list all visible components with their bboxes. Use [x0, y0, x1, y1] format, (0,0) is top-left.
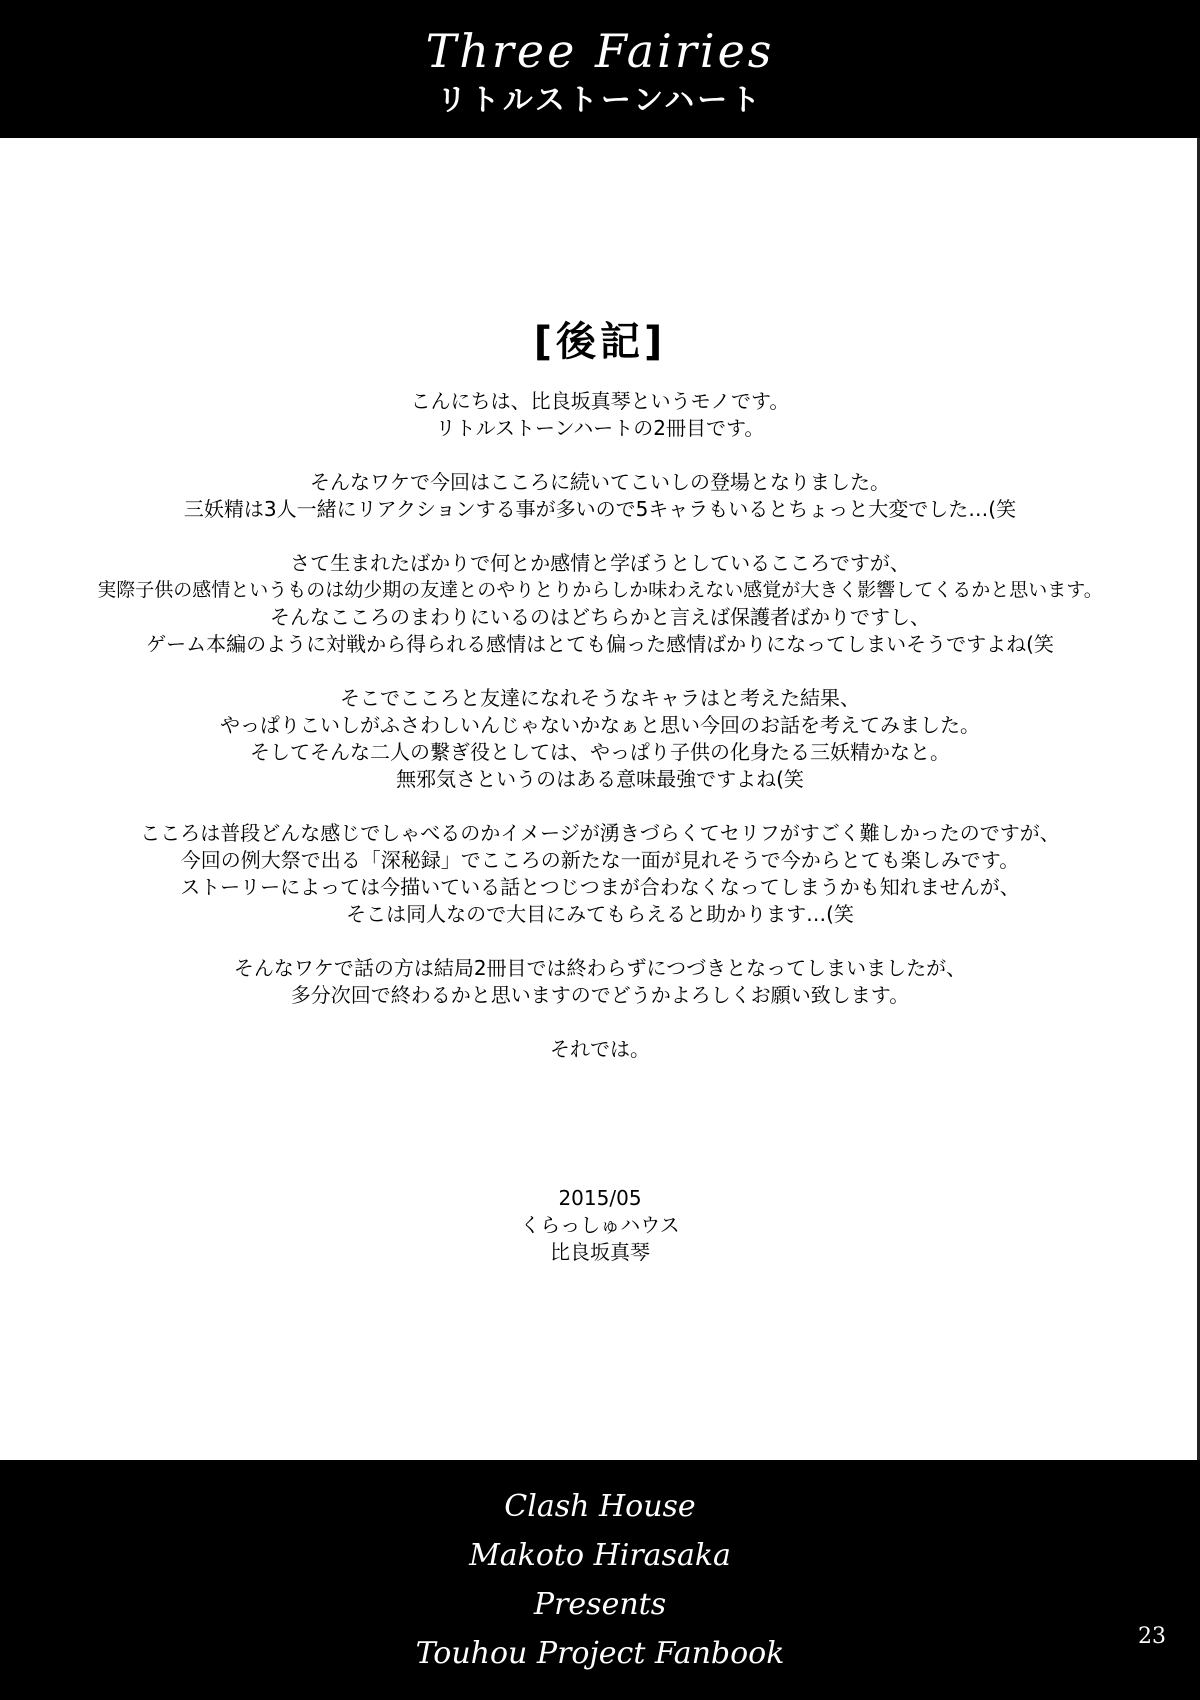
- text-line: 多分次回で終わるかと思いますのでどうかよろしくお願い致します。: [290, 983, 910, 1007]
- text-line: 今回の例大祭で出る「深秘録」でこころの新たな一面が見れそうで今からとても楽しみです。: [180, 848, 1020, 872]
- text-line: 三妖精は3人一緒にリアクションする事が多いので5キャラもいるとちょっと大変でした…(笑: [183, 497, 1017, 521]
- text-line: 実際子供の感情というものは幼少期の友達とのやりとりからしか味わえない感覚が大きく影響してくるかと思います。: [97, 579, 1103, 601]
- signature-circle: くらっしゅハウス: [520, 1213, 680, 1237]
- text-line: やっぱりこいしがふさわしいんじゃないかなぁと思い今回のお話を考えてみました。: [220, 713, 980, 737]
- text-line: そんなワケで今回はこころに続いてこいしの登場となりました。: [310, 470, 890, 494]
- credit-line: Makoto Hirasaka: [469, 1538, 731, 1573]
- header-band: [0, 0, 1200, 138]
- credits: [0, 1482, 1200, 1678]
- text-line: こころは普段どんな感じでしゃべるのかイメージが湧きづらくてセリフがすごく難しかったのですが、: [140, 821, 1060, 845]
- footer-band: [0, 1460, 1200, 1700]
- series-title: Three Fairies: [425, 24, 775, 78]
- afterword-text: [30, 388, 1170, 1063]
- text-line: さて生まれたばかりで何とか感情と学ぼうとしているこころですが、: [290, 551, 910, 575]
- text-line: そしてそんな二人の繋ぎ役としては、やっぱり子供の化身たる三妖精かなと。: [250, 740, 950, 764]
- blank-line: [30, 793, 1170, 820]
- text-line: リトルストーンハートの2冊目です。: [435, 416, 765, 440]
- blank-line: [30, 523, 1170, 550]
- series-subtitle: リトルストーンハート: [436, 83, 764, 118]
- text-line: そこでこころと友達になれそうなキャラはと考えた結果、: [340, 686, 860, 710]
- text-line: 無邪気さというのはある意味最強ですよね(笑: [396, 767, 804, 791]
- text-line: そこは同人なので大目にみてもらえると助かります…(笑: [346, 902, 854, 926]
- blank-line: [30, 928, 1170, 955]
- credit-line: Presents: [533, 1587, 667, 1622]
- blank-line: [30, 1009, 1170, 1036]
- blank-line: [30, 658, 1170, 685]
- text-line: ストーリーによっては今描いている話とつじつまが合わなくなってしまうかも知れませんが、: [180, 875, 1020, 899]
- page-number: 23: [1138, 1624, 1166, 1649]
- text-line: そんなこころのまわりにいるのはどちらかと言えば保護者ばかりですし、: [270, 605, 930, 629]
- signature-date: 2015/05: [558, 1186, 642, 1210]
- text-line: こんにちは、比良坂真琴というモノです。: [410, 389, 790, 413]
- text-line: そんなワケで話の方は結局2冊目では終わらずにつづきとなってしまいましたが、: [233, 956, 967, 980]
- signature-author: 比良坂真琴: [550, 1240, 650, 1264]
- text-line: ゲーム本編のように対戦から得られる感情はとても偏った感情ばかりになってしまいそうですよね(笑: [146, 632, 1054, 656]
- afterword-heading: [後記]: [533, 319, 667, 365]
- credit-line: Touhou Project Fanbook: [415, 1636, 785, 1671]
- blank-line: [30, 442, 1170, 469]
- text-line: それでは。: [550, 1037, 650, 1061]
- credit-line: Clash House: [504, 1489, 696, 1524]
- signature-block: [0, 1185, 1200, 1266]
